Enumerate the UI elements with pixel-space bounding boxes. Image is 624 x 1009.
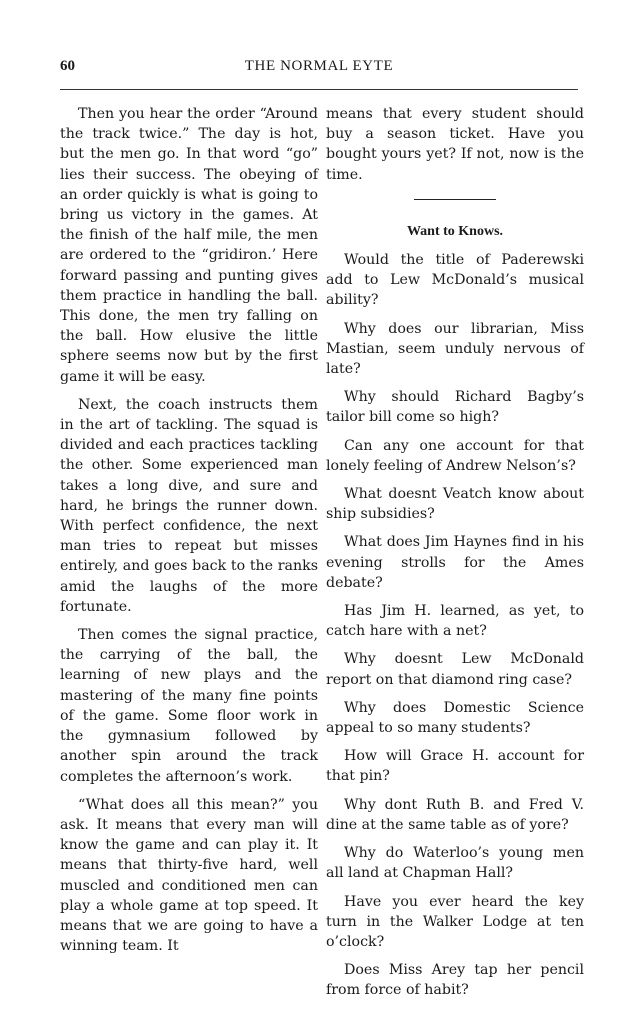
page-header	[60, 58, 578, 82]
running-title: THE NORMAL EYTE	[244, 58, 394, 74]
paragraph: “What does all this mean?” you ask. It means that every man will know the game and can play it. It means that thirty-five hard, well muscled and conditioned men can play a whole game at top speed. It means that we are going to have a winning team. It	[60, 796, 318, 955]
paragraph: Then comes the signal practice, the carrying of the ball, the learning of new plays and the mastering of the many fine points of the game. Some floor work in the gymnasium followed by another spin around the track completes the afternoon’s work.	[60, 627, 318, 785]
question-item: What doesnt Veatch know about ship subsidies?	[326, 486, 584, 523]
section-divider	[414, 199, 496, 200]
question-item: Why does our librarian, Miss Mastian, seem unduly nervous of late?	[326, 320, 584, 378]
question-item: What does Jim Haynes find in his evening strolls for the Ames debate?	[326, 534, 584, 591]
header-rule	[60, 89, 578, 90]
question-item: Why doesnt Lew McDonald report on that diamond ring case?	[326, 651, 584, 688]
question-item: Why should Richard Bagby’s tailor bill come so high?	[326, 389, 584, 426]
question-item: Why does Domestic Science appeal to so many students?	[326, 699, 584, 737]
question-item: How will Grace H. account for that pin?	[326, 748, 584, 785]
question-item: Does Miss Arey tap her pencil from force of habit?	[326, 962, 584, 999]
left-column	[60, 104, 318, 964]
paragraph-continuation: means that every student should buy a season ticket. Have you bought yours yet? If not, now is the time.	[326, 106, 584, 183]
paragraph: Next, the coach instructs them in the art of tackling. The squad is divided and each practices tackling the other. Some experienced man takes a long dive, and sure and hard, he brings the runner down. With perfect confidence, the next man tries to repeat but misses entirely, and goes back to the ranks amid the laughs of the more fortunate.	[60, 396, 318, 615]
question-item: Why do Waterloo’s young men all land at Chapman Hall?	[326, 845, 584, 882]
paragraph: Then you hear the order “Around the track twice.” The day is hot, but the men go. In that word “go” lies their success. The obeying of an order quickly is what is going to bring us victory in the games. At the finish of the half mile, the men are ordered to the “gridiron.’ Here forward passing and punting gives them practice in handling the ball. This done, the men try falling on the ball. How elusive the little sphere seems now but by the first game it will be easy.	[60, 106, 318, 385]
right-column	[326, 104, 584, 1009]
page-number: 60	[60, 58, 75, 74]
question-item: Why dont Ruth B. and Fred V. dine at the same table as of yore?	[326, 796, 584, 833]
question-item: Have you ever heard the key turn in the Walker Lodge at ten o’clock?	[326, 893, 584, 950]
question-item: Has Jim H. learned, as yet, to catch hare with a net?	[326, 603, 584, 640]
section-title: Want to Knows.	[406, 223, 504, 239]
question-item: Can any one account for that lonely feeling of Andrew Nelson’s?	[326, 437, 584, 474]
question-item: Would the title of Paderewski add to Lew McDonald’s musical ability?	[326, 252, 584, 309]
